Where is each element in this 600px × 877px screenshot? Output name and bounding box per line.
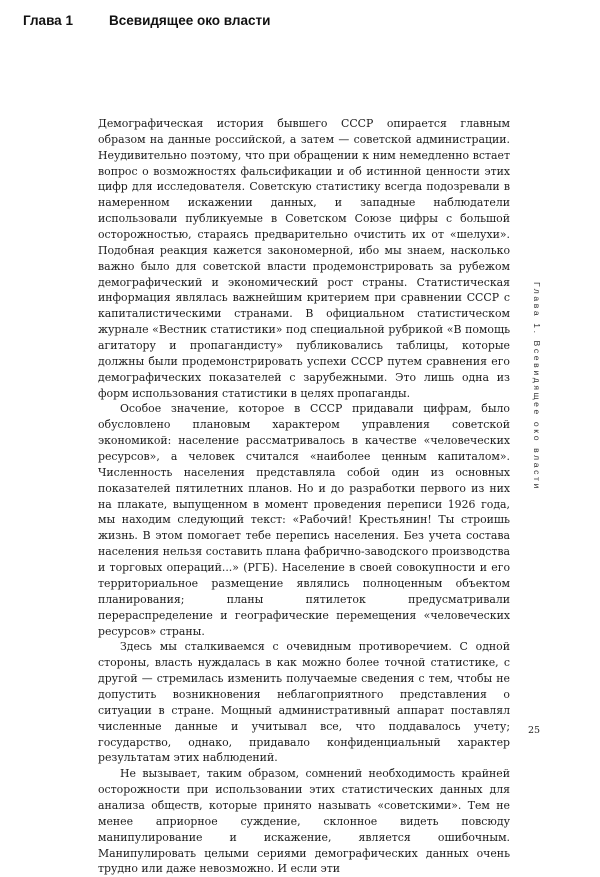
paragraph-4: Не вызывает, таким образом, сомнений необходимость крайней осторожности при использовании этих статистических данных для анализа обществ, которые принято называть «советскими». Тем не менее априорное суждение, склонное видеть повсюду манипулирование и искажение, является ошибочным. Манипулировать целыми сериями демографических данных очень трудно или даже невозможно. И если эти (98, 767, 510, 876)
chapter-title: Всевидящее око власти (109, 13, 271, 28)
chapter-label: Глава 1 (23, 13, 73, 28)
side-chapter-label: Глава 1. Всевидящее око власти (532, 282, 542, 491)
body-text (98, 116, 510, 877)
paragraph-1: Демографическая история бывшего СССР опирается главным образом на данные российской, а затем — советской администрации. Неудивительно поэтому, что при обращении к ним немедленно встает вопрос о возможностях фальсификации и об истинной ценности этих цифр для исследователя. Советскую статистику всегда подозревали в намеренном искажении данных, и западные наблюдатели использовали публикуемые в Советском Союзе цифры с большой осторожностью, стараясь предварительно очистить их от «шелухи». Подобная реакция кажется закономерной, ибо мы знаем, насколько важно было для советской власти продемонстрировать за рубежом демографический и экономический рост страны. Статистическая информация являлась важнейшим критерием при сравнении СССР с капиталистическими странами. В официальном статистическом журнале «Вестник статистики» под специальной рубрикой «В помощь агитатору и пропагандисту» публиковались таблицы, которые должны были продемонстрировать успехи СССР путем сравнения его демографических показателей с зарубежными. Это лишь одна из форм использования статистики в целях пропаганды. (98, 117, 510, 400)
paragraph-2: Особое значение, которое в СССР придавали цифрам, было обусловлено плановым характером управления советской экономикой: население рассматривалось в качестве «человеческих ресурсов», а человек считался «наиболее ценным капиталом». Численность населения представляла собой один из основных показателей пятилетних планов. Но и до разработки первого из них на плакате, выпущенном в момент проведения переписи 1926 года, мы находим следующий текст: «Рабочий! Крестьянин! Ты строишь жизнь. В этом помогает тебе перепись населения. Без учета состава населения нельзя составить плана фабрично-заводского производства и торговых операций...» (РГБ). Население в своей совокупности и его территориальное размещение являлись полноценным объектом планирования; планы пятилеток предусматривали перераспределение и географические перемещения «человеческих ресурсов» страны. (98, 402, 510, 638)
paragraph-3: Здесь мы сталкиваемся с очевидным противоречием. С одной стороны, власть нуждалась в как можно более точной статистике, с другой — стремилась изменить получаемые сведения с тем, чтобы не допустить возникновения неблагоприятного представления о ситуации в стране. Мощный административный аппарат поставлял численные данные и учитывал все, что поддавалось учету; государство, однако, придавало конфиденциальный характер результатам этих наблюдений. (98, 640, 510, 765)
page-number: 25 (528, 725, 541, 736)
